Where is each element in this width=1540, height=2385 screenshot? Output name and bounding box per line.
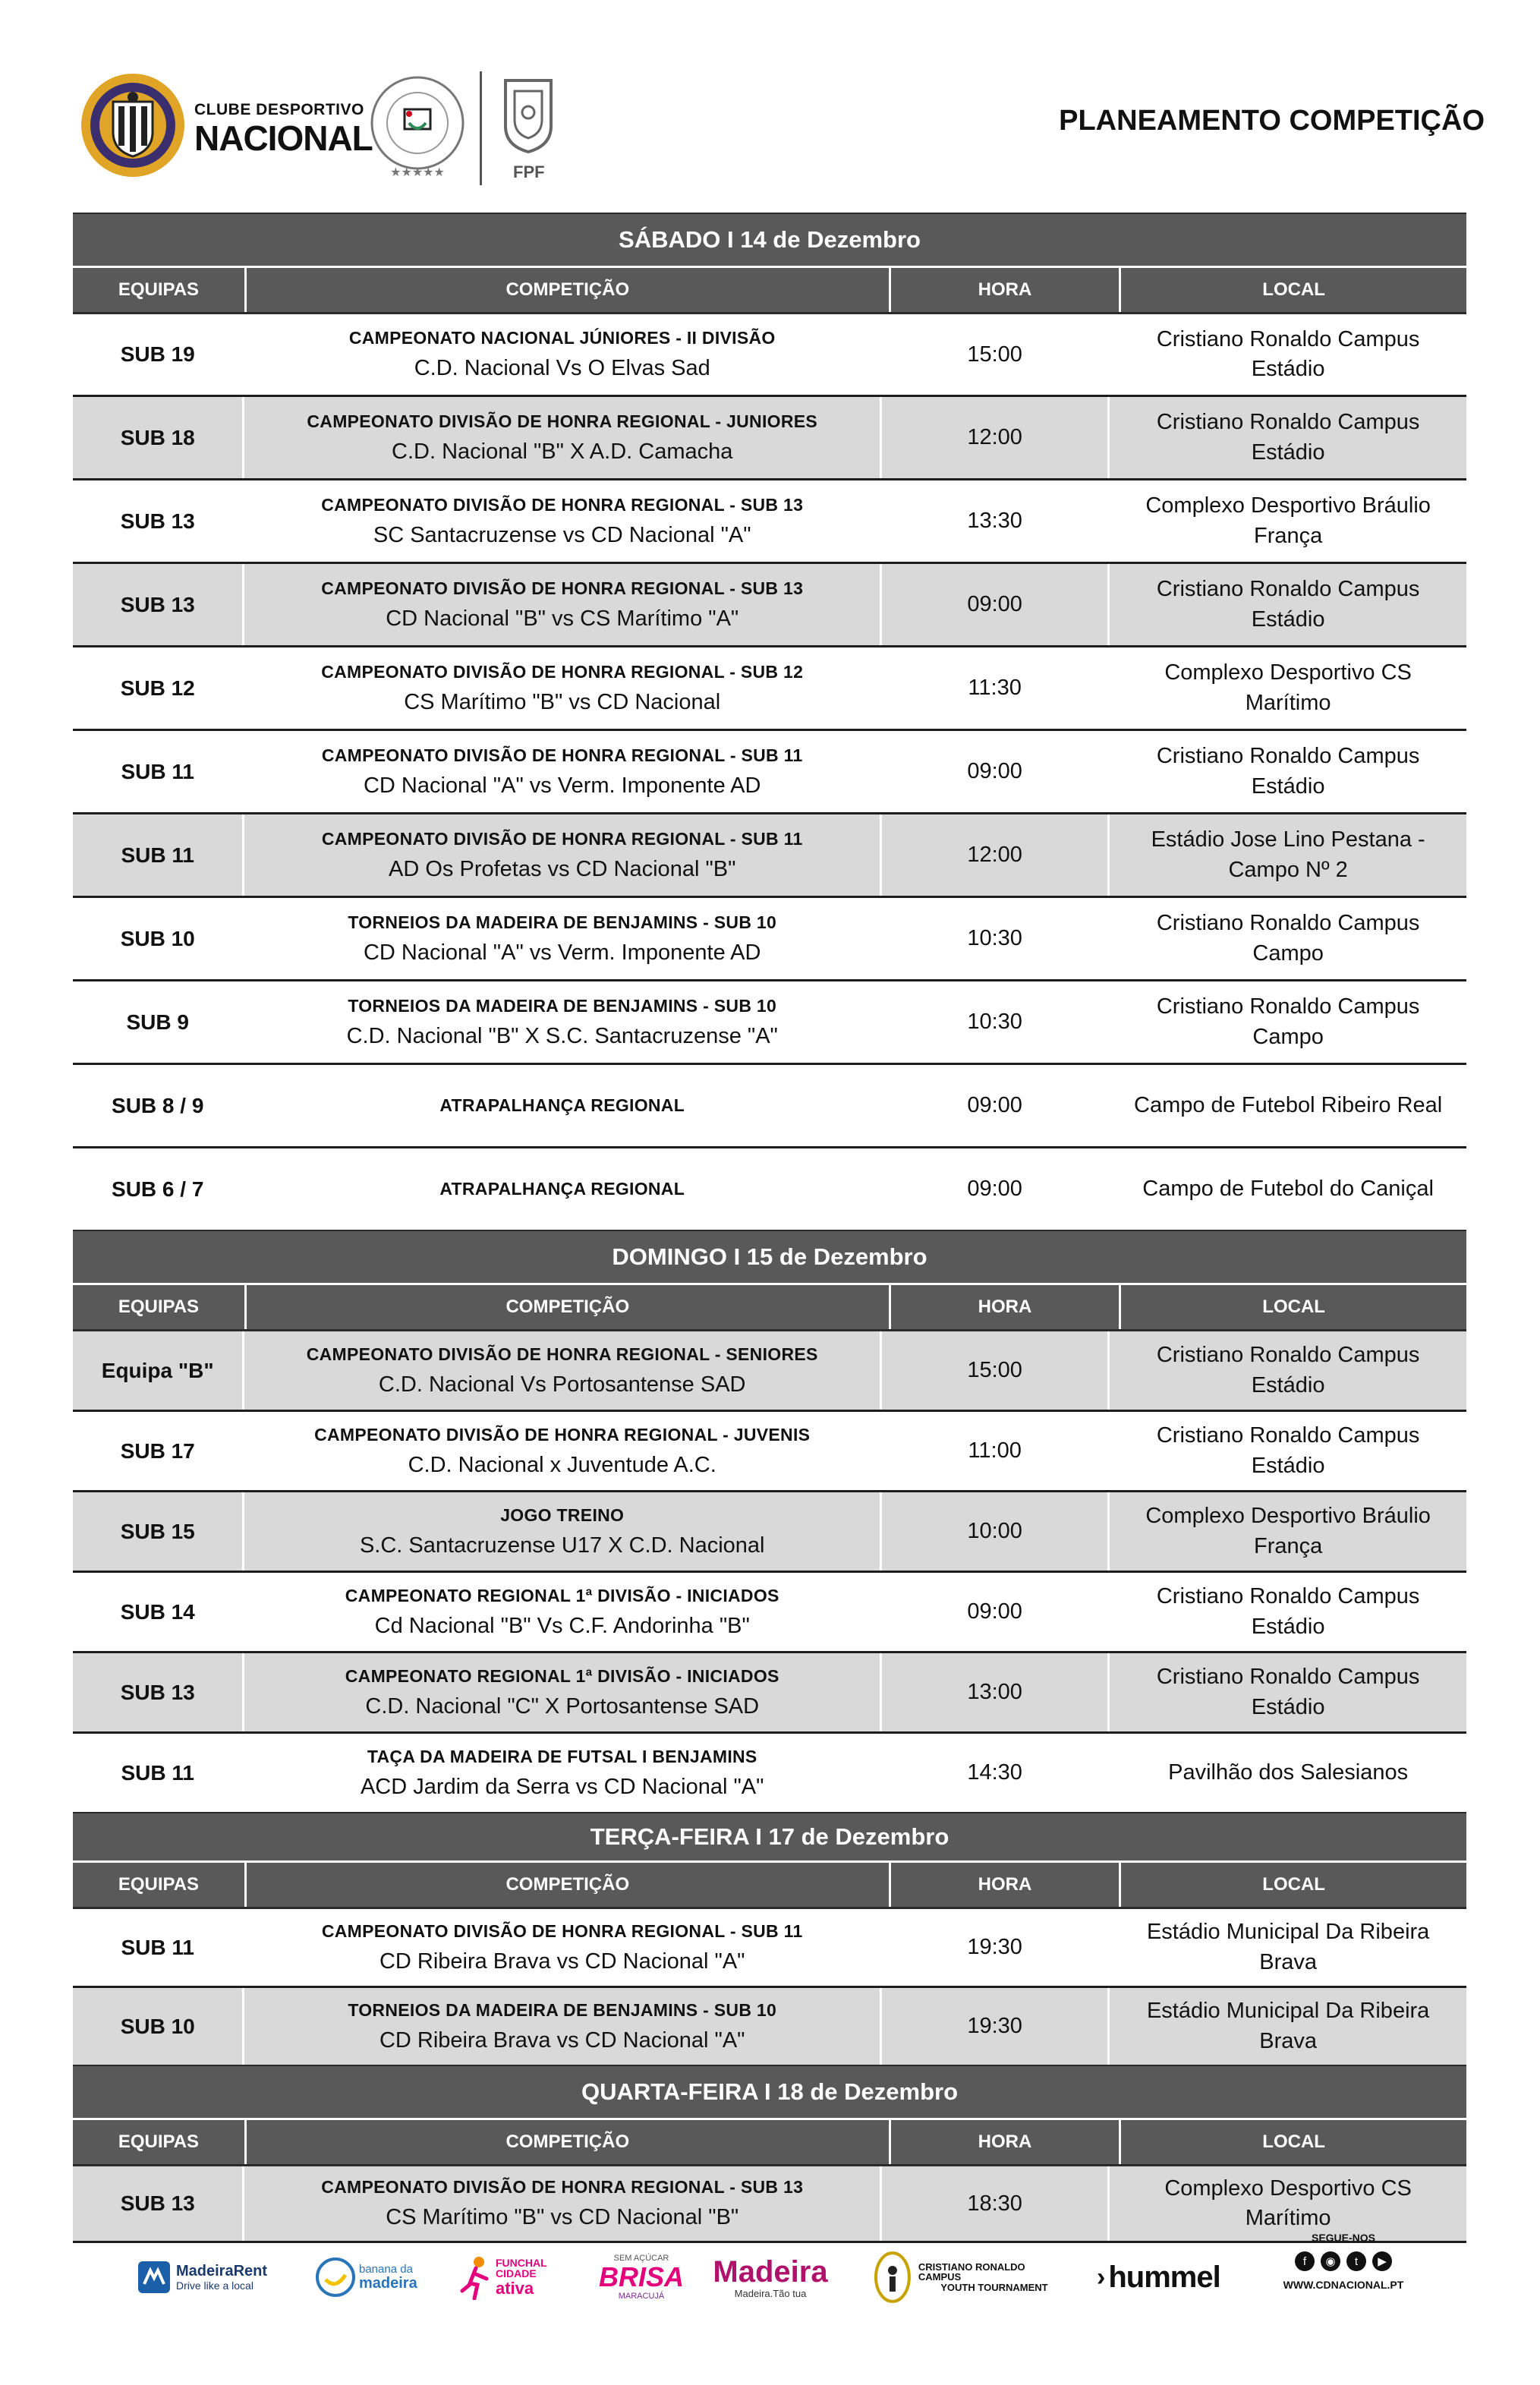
competition-title: CAMPEONATO DIVISÃO DE HONRA REGIONAL - SUB 11: [321, 1920, 803, 1941]
competition-title: CAMPEONATO REGIONAL 1ª DIVISÃO - INICIADOS: [345, 1585, 779, 1605]
youtube-icon[interactable]: ▶: [1372, 2251, 1392, 2271]
location-line2: Marítimo: [1245, 690, 1331, 715]
time-cell: 09:00: [882, 1065, 1110, 1146]
location-line2: França: [1253, 523, 1323, 548]
table-row: [73, 1065, 1466, 1148]
time-cell: 12:00: [882, 397, 1110, 478]
match-text: CD Nacional "A" vs Verm. Imponente AD: [363, 940, 761, 965]
table-row: [73, 1331, 1466, 1412]
match-text: CD Nacional "A" vs Verm. Imponente AD: [363, 773, 761, 798]
table-row: [73, 647, 1466, 731]
follow-label: SEGUE-NOS: [1311, 2232, 1375, 2244]
competition-title: TORNEIOS DA MADEIRA DE BENJAMINS - SUB 10: [348, 1999, 777, 2020]
location-cell: [1110, 1909, 1466, 1986]
crc-crest-icon: [873, 2251, 912, 2304]
competition-cell: [244, 480, 882, 562]
table-row: [73, 1492, 1466, 1573]
page-title: PLANEAMENTO COMPETIÇÃO: [1059, 105, 1485, 137]
location-cell: [1110, 1331, 1466, 1410]
competition-cell: [244, 1148, 882, 1230]
match-text: C.D. Nacional "B" X A.D. Camacha: [392, 439, 733, 464]
team-cell: SUB 15: [73, 1492, 244, 1571]
competition-title: CAMPEONATO DIVISÃO DE HONRA REGIONAL - SUB 13: [321, 2177, 804, 2197]
team-cell: SUB 10: [73, 1988, 244, 2065]
team-cell: SUB 13: [73, 564, 244, 645]
competition-title: JOGO TREINO: [500, 1504, 625, 1525]
table-row: [73, 1573, 1466, 1653]
club-crest-icon: [79, 71, 187, 179]
team-cell: SUB 13: [73, 1653, 244, 1731]
hummel-logo: [1097, 2247, 1249, 2308]
day-banner: SÁBADO I 14 de Dezembro: [73, 213, 1466, 266]
table-row: [73, 480, 1466, 564]
competition-title: CAMPEONATO REGIONAL 1ª DIVISÃO - INICIADOS: [345, 1665, 779, 1686]
competition-cell: [244, 1065, 882, 1146]
match-text: C.D. Nacional Vs O Elvas Sad: [414, 356, 710, 380]
match-text: SC Santacruzense vs CD Nacional "A": [373, 522, 751, 547]
location-line2: Estádio: [1251, 1694, 1325, 1719]
time-cell: 12:00: [882, 814, 1110, 896]
competition-cell: [244, 1653, 882, 1731]
col-location: LOCAL: [1262, 279, 1325, 300]
col-teams: EQUIPAS: [73, 1285, 247, 1329]
social-links: [1275, 2232, 1412, 2323]
table-row: [73, 814, 1466, 898]
funchal-line1: FUNCHAL: [496, 2256, 547, 2269]
table-row: [73, 1653, 1466, 1734]
match-text: C.D. Nacional x Juventude A.C.: [408, 1452, 716, 1477]
location-line2: Brava: [1259, 1949, 1317, 1974]
location-cell: [1110, 1573, 1466, 1651]
competition-title: CAMPEONATO DIVISÃO DE HONRA REGIONAL - SUB 11: [321, 745, 803, 765]
match-text: C.D. Nacional Vs Portosantense SAD: [378, 1372, 746, 1397]
team-cell: SUB 6 / 7: [73, 1148, 244, 1230]
location-line1: Complexo Desportivo Bráulio: [1145, 1504, 1431, 1529]
banana-madeira-logo: [315, 2247, 436, 2308]
competition-title: TORNEIOS DA MADEIRA DE BENJAMINS - SUB 10: [348, 995, 777, 1016]
col-competition: COMPETIÇÃO: [247, 268, 891, 312]
location-line2: Estádio: [1251, 606, 1325, 632]
col-time: HORA: [891, 268, 1122, 312]
competition-title: CAMPEONATO DIVISÃO DE HONRA REGIONAL - SENIORES: [306, 1344, 818, 1364]
team-cell: SUB 11: [73, 1909, 244, 1986]
location-line1: Cristiano Ronaldo Campus: [1156, 994, 1420, 1019]
col-competition: COMPETIÇÃO: [247, 1863, 891, 1907]
location-line1: Cristiano Ronaldo Campus: [1156, 1343, 1420, 1368]
location-cell: [1110, 647, 1466, 729]
col-competition: COMPETIÇÃO: [247, 1285, 891, 1329]
location-line1: Cristiano Ronaldo Campus: [1156, 577, 1420, 602]
brisa-sub: MARACUJÁ: [618, 2291, 665, 2301]
location-cell: Campo de Futebol Ribeiro Real: [1134, 1092, 1443, 1117]
competition-cell: [244, 647, 882, 729]
brisa-name: BRISA: [599, 2261, 685, 2293]
col-location: LOCAL: [1262, 1296, 1325, 1317]
time-cell: 13:30: [882, 480, 1110, 562]
competition-title: CAMPEONATO DIVISÃO DE HONRA REGIONAL - SUB 13: [321, 578, 804, 598]
time-cell: 11:00: [882, 1412, 1110, 1490]
time-cell: 10:00: [882, 1492, 1110, 1571]
table-row: [73, 564, 1466, 647]
day-banner: DOMINGO I 15 de Dezembro: [73, 1230, 1466, 1283]
competition-title: CAMPEONATO DIVISÃO DE HONRA REGIONAL - JUNIORES: [307, 411, 818, 431]
table-row: [73, 1909, 1466, 1988]
location-cell: [1110, 898, 1466, 979]
madeirarent-name: MadeiraRent: [176, 2262, 268, 2279]
team-cell: SUB 11: [73, 1734, 244, 1812]
team-cell: SUB 11: [73, 814, 244, 896]
col-location: LOCAL: [1262, 1874, 1325, 1895]
location-cell: Campo de Futebol do Caniçal: [1142, 1176, 1434, 1201]
page-header: [73, 65, 1485, 194]
col-competition: COMPETIÇÃO: [247, 2120, 891, 2164]
table-row: [73, 397, 1466, 480]
location-line1: Estádio Municipal Da Ribeira: [1146, 1920, 1430, 1945]
location-line2: Campo: [1252, 1024, 1324, 1049]
time-cell: 10:30: [882, 898, 1110, 979]
location-line2: Estádio: [1251, 357, 1325, 381]
competition-cell: [244, 898, 882, 979]
competition-cell: [244, 397, 882, 478]
competition-cell: [244, 731, 882, 812]
col-location: LOCAL: [1262, 2131, 1325, 2152]
madeira-tagline: Madeira.Tão tua: [734, 2287, 807, 2299]
hummel-chevron-icon: ›: [1097, 2262, 1106, 2292]
club-name-line1: CLUBE DESPORTIVO: [194, 101, 364, 118]
location-cell: [1110, 564, 1466, 645]
competition-cell: [244, 1909, 882, 1986]
team-cell: Equipa "B": [73, 1331, 244, 1410]
match-text: ACD Jardim da Serra vs CD Nacional "A": [360, 1774, 764, 1799]
match-text: CD Nacional "B" vs CS Marítimo "A": [386, 606, 739, 631]
table-row: [73, 898, 1466, 981]
match-text: CD Ribeira Brava vs CD Nacional "A": [379, 2027, 745, 2053]
time-cell: 19:30: [882, 1909, 1110, 1986]
col-teams: EQUIPAS: [73, 2120, 247, 2164]
competition-title: ATRAPALHANÇA REGIONAL: [439, 1179, 685, 1199]
location-line2: Estádio: [1251, 773, 1325, 799]
header-divider: [480, 71, 482, 185]
time-cell: 10:30: [882, 981, 1110, 1063]
match-text: C.D. Nacional "B" X S.C. Santacruzense "A": [346, 1023, 778, 1048]
team-cell: SUB 11: [73, 731, 244, 812]
fpf-label: FPF: [513, 162, 545, 181]
competition-title: CAMPEONATO NACIONAL JÚNIORES - II DIVISÃO: [348, 328, 776, 348]
hummel-name: hummel: [1108, 2261, 1220, 2294]
table-row: [73, 1148, 1466, 1230]
table-row: [73, 314, 1466, 397]
table-row: [73, 1734, 1466, 1812]
team-cell: SUB 12: [73, 647, 244, 729]
competition-cell: [244, 1988, 882, 2065]
match-text: CS Marítimo "B" vs CD Nacional: [404, 689, 721, 714]
team-cell: SUB 8 / 9: [73, 1065, 244, 1146]
location-line1: Complexo Desportivo CS: [1164, 660, 1412, 685]
time-cell: 13:00: [882, 1653, 1110, 1731]
location-cell: Pavilhão dos Salesianos: [1168, 1760, 1409, 1785]
location-line2: Estádio: [1251, 1614, 1325, 1639]
competition-title: CAMPEONATO DIVISÃO DE HONRA REGIONAL - SUB 12: [321, 661, 804, 682]
location-line2: Estádio: [1251, 1453, 1325, 1478]
location-line1: Cristiano Ronaldo Campus: [1156, 410, 1420, 435]
website-link[interactable]: WWW.CDNACIONAL.PT: [1283, 2279, 1404, 2291]
location-cell: [1110, 1492, 1466, 1571]
time-cell: 18:30: [882, 2166, 1110, 2241]
location-line2: Estádio: [1251, 440, 1325, 465]
location-cell: [1110, 480, 1466, 562]
competition-title: TAÇA DA MADEIRA DE FUTSAL I BENJAMINS: [367, 1746, 757, 1766]
time-cell: 09:00: [882, 731, 1110, 812]
sponsors-footer: [137, 2232, 1412, 2323]
column-header-row: [73, 2118, 1466, 2166]
location-line1: Cristiano Ronaldo Campus: [1156, 911, 1420, 936]
competition-cell: [244, 2166, 882, 2241]
competition-cell: [244, 981, 882, 1063]
competition-cell: [244, 1734, 882, 1812]
crc-tournament-logo: [873, 2247, 1070, 2308]
banana-line2: madeira: [359, 2275, 417, 2292]
competition-title: TORNEIOS DA MADEIRA DE BENJAMINS - SUB 10: [348, 912, 777, 932]
location-cell: [1110, 314, 1466, 395]
col-time: HORA: [891, 2120, 1122, 2164]
certified-academy-seal-icon: [365, 73, 470, 181]
madeirarent-icon: [137, 2260, 172, 2295]
day-banner: TERÇA-FEIRA I 17 de Dezembro: [73, 1812, 1466, 1860]
match-text: CD Ribeira Brava vs CD Nacional "A": [379, 1949, 745, 1974]
location-line2: Campo: [1252, 940, 1324, 966]
team-cell: SUB 19: [73, 314, 244, 395]
day-banner: QUARTA-FEIRA I 18 de Dezembro: [73, 2065, 1466, 2118]
location-line2: Campo Nº 2: [1228, 857, 1348, 882]
location-line1: Cristiano Ronaldo Campus: [1156, 1423, 1420, 1448]
team-cell: SUB 13: [73, 2166, 244, 2241]
column-header-row: [73, 1860, 1466, 1909]
time-cell: 11:30: [882, 647, 1110, 729]
location-cell: [1110, 2166, 1466, 2241]
crc-line2: YOUTH TOURNAMENT: [940, 2281, 1048, 2293]
team-cell: SUB 18: [73, 397, 244, 478]
match-text: Cd Nacional "B" Vs C.F. Andorinha "B": [374, 1613, 750, 1638]
location-cell: [1110, 1412, 1466, 1490]
competition-cell: [244, 1331, 882, 1410]
table-row: [73, 981, 1466, 1065]
banana-line1: banana da: [359, 2263, 413, 2276]
time-cell: 19:30: [882, 1988, 1110, 2065]
competition-title: ATRAPALHANÇA REGIONAL: [439, 1095, 685, 1115]
team-cell: SUB 9: [73, 981, 244, 1063]
funchal-line2: CIDADE: [496, 2267, 537, 2280]
madeira-name: Madeira: [713, 2254, 828, 2289]
madeirarent-logo: [137, 2247, 288, 2308]
column-header-row: [73, 1283, 1466, 1331]
competition-schedule: [73, 213, 1466, 2243]
competition-title: CAMPEONATO DIVISÃO DE HONRA REGIONAL - SUB 11: [321, 828, 803, 849]
social-icons: [1275, 2251, 1412, 2271]
club-name-line2: NACIONAL: [194, 118, 373, 158]
time-cell: 09:00: [882, 1573, 1110, 1651]
location-line1: Cristiano Ronaldo Campus: [1156, 326, 1420, 351]
location-cell: [1110, 814, 1466, 896]
location-cell: [1110, 1653, 1466, 1731]
match-text: AD Os Profetas vs CD Nacional "B": [389, 856, 736, 881]
brisa-logo: [600, 2247, 683, 2308]
runner-icon: [459, 2254, 493, 2300]
instagram-icon[interactable]: ◉: [1321, 2251, 1340, 2271]
funchal-line3: ativa: [496, 2279, 534, 2298]
location-cell: [1110, 981, 1466, 1063]
time-cell: 15:00: [882, 1331, 1110, 1410]
location-cell: [1110, 397, 1466, 478]
location-line1: Complexo Desportivo CS: [1164, 2175, 1412, 2201]
madeirarent-tagline: Drive like a local: [176, 2279, 254, 2292]
competition-cell: [244, 1492, 882, 1571]
col-time: HORA: [891, 1863, 1122, 1907]
madeira-logo: [698, 2247, 842, 2308]
time-cell: 14:30: [882, 1734, 1110, 1812]
time-cell: 09:00: [882, 1148, 1110, 1230]
competition-cell: [244, 1412, 882, 1490]
col-teams: EQUIPAS: [73, 268, 247, 312]
col-time: HORA: [891, 1285, 1122, 1329]
column-header-row: [73, 266, 1466, 314]
location-line1: Estádio Municipal Da Ribeira: [1146, 1999, 1430, 2024]
brisa-top: SEM AÇÚCAR: [613, 2254, 669, 2264]
location-cell: [1110, 1988, 1466, 2065]
table-row: [73, 1412, 1466, 1492]
location-line2: Brava: [1259, 2028, 1317, 2053]
match-text: CS Marítimo "B" vs CD Nacional "B": [386, 2205, 739, 2229]
competition-cell: [244, 314, 882, 395]
time-cell: 09:00: [882, 564, 1110, 645]
crc-line1: CRISTIANO RONALDO CAMPUS: [918, 2261, 1025, 2283]
match-text: S.C. Santacruzense U17 X C.D. Nacional: [359, 1533, 765, 1558]
team-cell: SUB 14: [73, 1573, 244, 1651]
location-line2: França: [1253, 1533, 1323, 1558]
table-row: [73, 731, 1466, 814]
twitter-icon[interactable]: t: [1346, 2251, 1366, 2271]
location-line1: Complexo Desportivo Bráulio: [1145, 493, 1431, 518]
table-row: [73, 1988, 1466, 2065]
location-line1: Cristiano Ronaldo Campus: [1156, 1584, 1420, 1609]
match-text: C.D. Nacional "C" X Portosantense SAD: [365, 1693, 760, 1719]
location-line2: Marítimo: [1245, 2206, 1331, 2230]
location-cell: [1110, 731, 1466, 812]
funchal-cidade-ativa-logo: [459, 2247, 573, 2308]
competition-cell: [244, 814, 882, 896]
time-cell: 15:00: [882, 314, 1110, 395]
club-name: [194, 102, 373, 156]
competition-cell: [244, 564, 882, 645]
facebook-icon[interactable]: f: [1295, 2251, 1315, 2271]
location-line1: Cristiano Ronaldo Campus: [1156, 744, 1420, 769]
svg-text:★★★★★: ★★★★★: [390, 165, 445, 179]
col-teams: EQUIPAS: [73, 1863, 247, 1907]
team-cell: SUB 10: [73, 898, 244, 979]
location-line1: Cristiano Ronaldo Campus: [1156, 1665, 1420, 1690]
competition-title: CAMPEONATO DIVISÃO DE HONRA REGIONAL - SUB 13: [321, 494, 804, 515]
location-line1: Estádio Jose Lino Pestana -: [1151, 827, 1425, 852]
team-cell: SUB 13: [73, 480, 244, 562]
location-line2: Estádio: [1251, 1372, 1325, 1397]
competition-cell: [244, 1573, 882, 1651]
competition-title: CAMPEONATO DIVISÃO DE HONRA REGIONAL - JUVENIS: [314, 1424, 811, 1445]
team-cell: SUB 17: [73, 1412, 244, 1490]
banana-icon: [315, 2257, 356, 2298]
